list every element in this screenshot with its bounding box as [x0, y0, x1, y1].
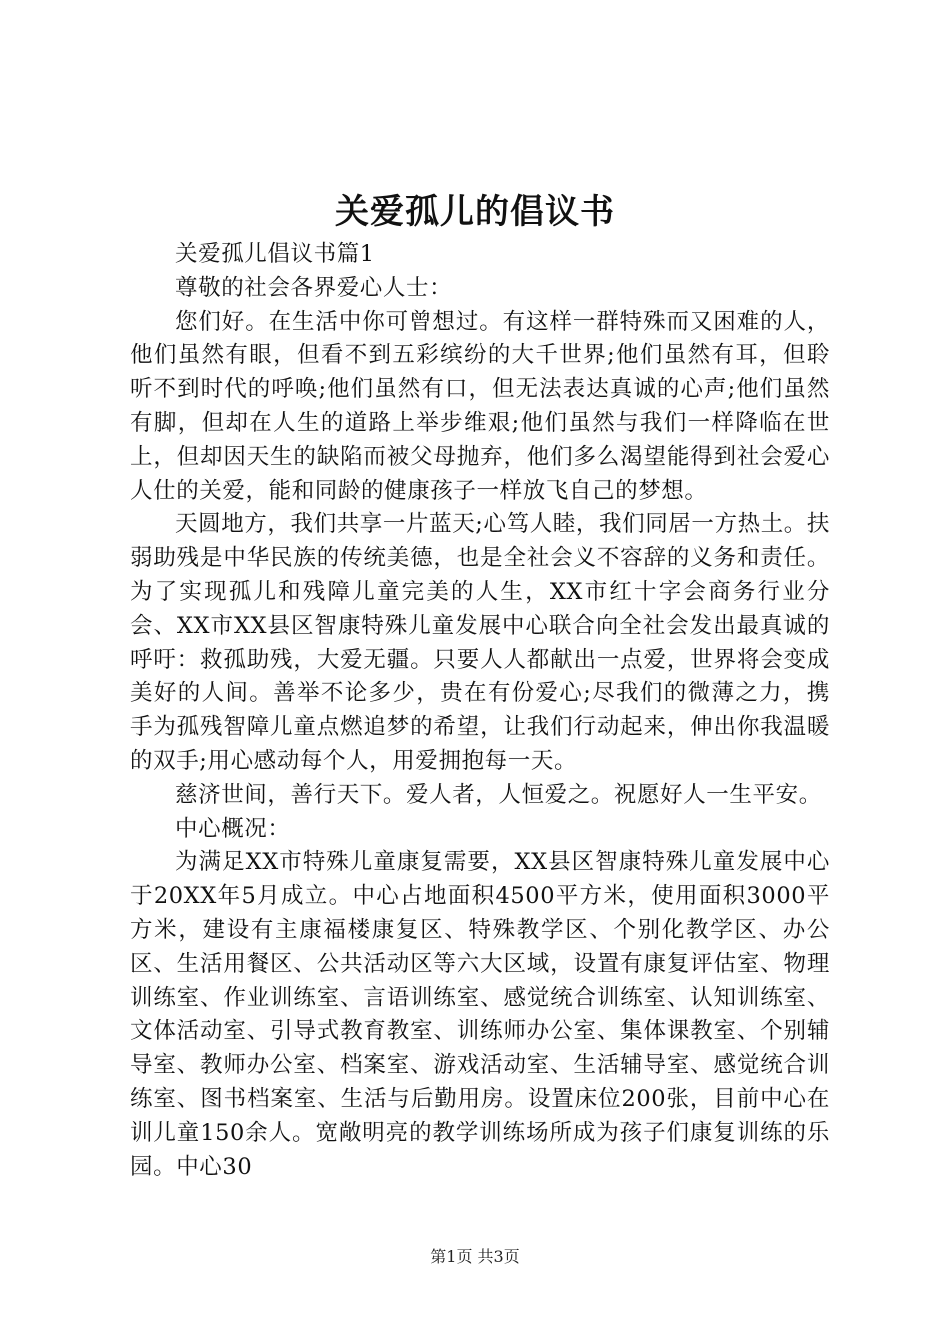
section-heading: 关爱孤儿倡议书篇1	[175, 241, 375, 267]
document-title: 关爱孤儿的倡议书	[335, 192, 615, 232]
document-body	[130, 238, 830, 1184]
body-paragraph: 为满足XX市特殊儿童康复需要，XX县区智康特殊儿童发展中心于20XX年5月成立。中心占地面积4500平方米，使用面积3000平方米，建设有主康福楼康复区、特殊教学区、个别化教学区、办公区、生活用餐区、公共活动区等六大区域，设置有康复评估室、物理训练室、作业训练室、言语训练室、感觉统合训练室、认知训练室、文体活动室、引导式教育教室、训练师办公室、集体课教室、个别辅导室、教师办公室、档案室、游戏活动室、生活辅导室、感觉统合训练室、图书档案室、生活与后勤用房。设置床位200张，目前中心在训儿童150余人。宽敞明亮的教学训练场所成为孩子们康复训练的乐园。中心30	[130, 849, 830, 1180]
page-number: 第1页 共3页	[430, 1247, 520, 1266]
body-paragraph: 天圆地方，我们共享一片蓝天;心笃人睦，我们同居一方热土。扶弱助残是中华民族的传统美德，也是全社会义不容辞的义务和责任。为了实现孤儿和残障儿童完美的人生，XX市红十字会商务行业分会、XX市XX县区智康特殊儿童发展中心联合向全社会发出最真诚的呼吁：救孤助残，大爱无疆。只要人人都献出一点爱，世界将会变成美好的人间。善举不论多少，贵在有份爱心;尽我们的微薄之力，携手为孤残智障儿童点燃追梦的希望，让我们行动起来，伸出你我温暖的双手;用心感动每个人，用爱拥抱每一天。	[130, 511, 830, 774]
salutation: 尊敬的社会各界爱心人士：	[175, 274, 453, 301]
body-paragraph: 您们好。在生活中你可曾想过。有这样一群特殊而又困难的人，他们虽然有眼，但看不到五彩缤纷的大千世界;他们虽然有耳，但聆听不到时代的呼唤;他们虽然有口，但无法表达真诚的心声;他们虽然有脚，但却在人生的道路上举步维艰;他们虽然与我们一样降临在世上，但却因天生的缺陷而被父母抛弃，他们多么渴望能得到社会爱心人仕的关爱，能和同龄的健康孩子一样放飞自己的梦想。	[130, 308, 830, 504]
subsection-heading: 中心概况：	[175, 815, 291, 842]
body-paragraph: 慈济世间，善行天下。爱人者，人恒爱之。祝愿好人一生平安。	[175, 781, 822, 808]
